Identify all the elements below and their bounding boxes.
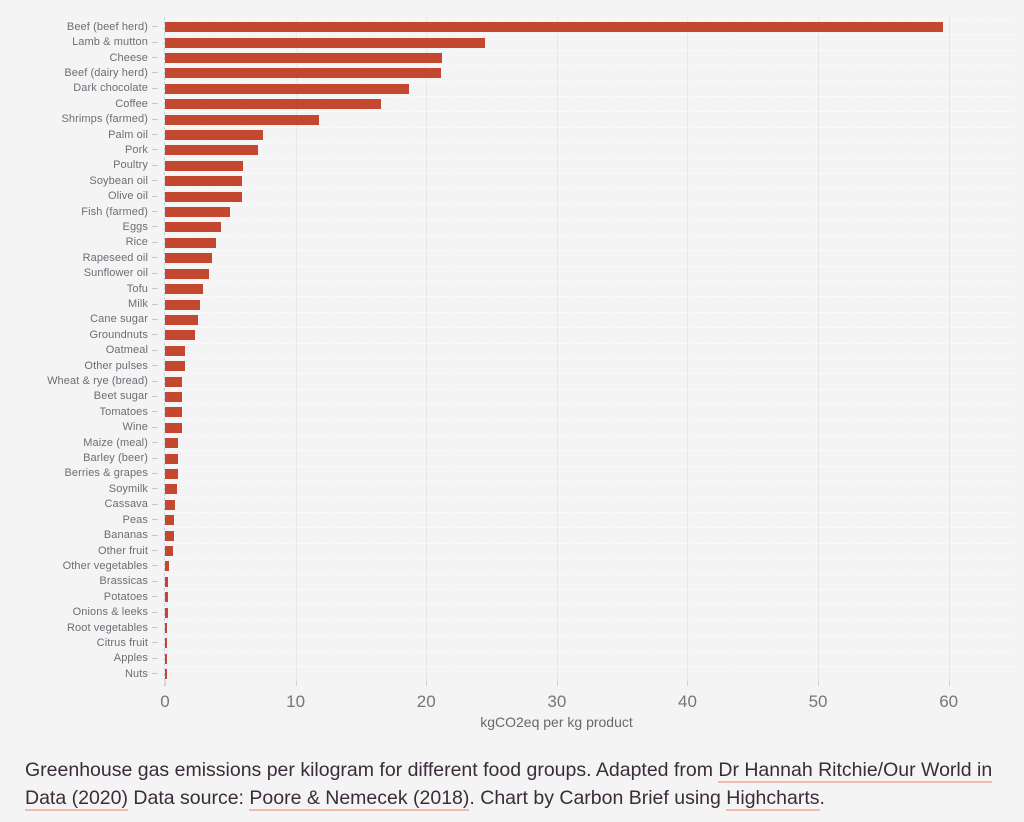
category-label: Other vegetables: [62, 559, 148, 572]
bar-track: [165, 481, 1014, 496]
category-row: [0, 589, 1014, 604]
bar[interactable]: [165, 484, 177, 494]
bar[interactable]: [165, 253, 212, 263]
category-tick-mark: [152, 119, 158, 120]
bar-track: [165, 127, 1014, 142]
category-tick-mark: [152, 535, 158, 536]
category-tick-mark: [152, 612, 158, 613]
bar[interactable]: [165, 423, 182, 433]
category-tick-mark: [152, 365, 158, 366]
category-tick-mark: [152, 196, 158, 197]
category-tick-zone: [148, 134, 165, 135]
category-label: Soymilk: [108, 482, 148, 495]
bar-track: [165, 604, 1014, 619]
category-row: [0, 250, 1014, 265]
category-label: Groundnuts: [89, 328, 148, 341]
bar[interactable]: [165, 561, 169, 571]
bar-track: [165, 435, 1014, 450]
bar[interactable]: [165, 638, 167, 648]
bar[interactable]: [165, 330, 195, 340]
category-tick-mark: [152, 88, 158, 89]
category-label: Rice: [125, 236, 148, 249]
x-axis-tick-label: 20: [416, 692, 436, 711]
bar[interactable]: [165, 222, 221, 232]
category-row: [0, 574, 1014, 589]
category-row: [0, 481, 1014, 496]
bar[interactable]: [165, 592, 168, 602]
caption-link[interactable]: Highcharts: [726, 787, 820, 809]
category-tick-zone: [148, 581, 165, 582]
category-row: [0, 19, 1014, 34]
x-axis-title: kgCO2eq per kg product: [480, 714, 633, 730]
category-row: [0, 651, 1014, 666]
bar-track: [165, 574, 1014, 589]
category-tick-mark: [152, 488, 158, 489]
bar-track: [165, 558, 1014, 573]
category-tick-mark: [152, 581, 158, 582]
category-label: Beef (dairy herd): [64, 66, 148, 79]
category-row: [0, 389, 1014, 404]
x-axis-tick-label: 40: [677, 692, 697, 711]
category-label: Wine: [122, 421, 148, 434]
bar-track: [165, 65, 1014, 80]
bar-track: [165, 158, 1014, 173]
category-tick-zone: [148, 42, 165, 43]
category-row: [0, 312, 1014, 327]
x-axis-tick-label: 60: [939, 692, 959, 711]
category-label: Maize (meal): [83, 436, 148, 449]
bar-track: [165, 111, 1014, 126]
bar-track: [165, 312, 1014, 327]
category-tick-zone: [148, 365, 165, 366]
category-row: [0, 111, 1014, 126]
category-label: Fish (farmed): [81, 205, 148, 218]
bar[interactable]: [165, 238, 216, 248]
bar-track: [165, 358, 1014, 373]
bar[interactable]: [165, 161, 243, 171]
category-tick-mark: [152, 319, 158, 320]
category-tick-zone: [148, 165, 165, 166]
category-row: [0, 466, 1014, 481]
category-label: Palm oil: [108, 128, 148, 141]
category-tick-zone: [148, 211, 165, 212]
bar-track: [165, 96, 1014, 111]
bar-track: [165, 389, 1014, 404]
category-label: Citrus fruit: [96, 636, 148, 649]
bar[interactable]: [165, 377, 182, 387]
bar-track: [165, 527, 1014, 542]
category-label: Bananas: [103, 529, 148, 542]
bar[interactable]: [165, 300, 200, 310]
category-tick-zone: [148, 88, 165, 89]
bar[interactable]: [165, 438, 178, 448]
bar[interactable]: [165, 454, 178, 464]
category-tick-zone: [148, 535, 165, 536]
bar-track: [165, 450, 1014, 465]
category-tick-mark: [152, 334, 158, 335]
category-label: Poultry: [113, 159, 148, 172]
category-tick-zone: [148, 612, 165, 613]
bar[interactable]: [165, 53, 442, 63]
bar-track: [165, 373, 1014, 388]
category-tick-mark: [152, 627, 158, 628]
category-row: [0, 188, 1014, 203]
bar[interactable]: [165, 392, 182, 402]
category-tick-mark: [152, 273, 158, 274]
category-tick-mark: [152, 42, 158, 43]
bar-track: [165, 404, 1014, 419]
category-tick-zone: [148, 149, 165, 150]
category-tick-zone: [148, 196, 165, 197]
category-label: Other pulses: [84, 359, 148, 372]
category-tick-mark: [152, 304, 158, 305]
category-tick-mark: [152, 180, 158, 181]
category-label: Milk: [128, 298, 148, 311]
category-label: Eggs: [122, 220, 148, 233]
category-tick-mark: [152, 149, 158, 150]
category-row: [0, 281, 1014, 296]
caption-text: . Chart by Carbon Brief using: [469, 787, 727, 809]
category-tick-zone: [148, 642, 165, 643]
caption-link[interactable]: Poore & Nemecek (2018): [249, 787, 470, 809]
axis-tick-mark: [165, 681, 166, 686]
bar-track: [165, 50, 1014, 65]
bar[interactable]: [165, 176, 242, 186]
category-tick-zone: [148, 226, 165, 227]
x-axis-labels: [160, 692, 1014, 712]
category-tick-zone: [148, 288, 165, 289]
category-tick-zone: [148, 242, 165, 243]
bar[interactable]: [165, 669, 167, 679]
category-tick-zone: [148, 411, 165, 412]
category-tick-zone: [148, 658, 165, 659]
category-row: [0, 96, 1014, 111]
category-label: Dark chocolate: [73, 82, 148, 95]
category-row: [0, 635, 1014, 650]
category-tick-zone: [148, 334, 165, 335]
axis-tick-mark: [296, 681, 297, 686]
category-row: [0, 373, 1014, 388]
category-row: [0, 296, 1014, 311]
category-tick-zone: [148, 596, 165, 597]
category-tick-mark: [152, 642, 158, 643]
category-label: Tomatoes: [99, 405, 148, 418]
bar-track: [165, 204, 1014, 219]
category-label: Lamb & mutton: [72, 36, 148, 49]
category-tick-mark: [152, 226, 158, 227]
category-tick-zone: [148, 427, 165, 428]
bar-track: [165, 34, 1014, 49]
category-label: Barley (beer): [83, 452, 148, 465]
bar-track: [165, 635, 1014, 650]
category-tick-mark: [152, 565, 158, 566]
bar[interactable]: [165, 269, 209, 279]
category-tick-mark: [152, 134, 158, 135]
category-row: [0, 512, 1014, 527]
bar[interactable]: [165, 99, 381, 109]
category-tick-zone: [148, 627, 165, 628]
category-tick-mark: [152, 504, 158, 505]
category-row: [0, 34, 1014, 49]
category-label: Berries & grapes: [64, 467, 148, 480]
bar-track: [165, 466, 1014, 481]
category-tick-mark: [152, 442, 158, 443]
category-tick-zone: [148, 103, 165, 104]
bar-track: [165, 589, 1014, 604]
category-row: [0, 343, 1014, 358]
category-row: [0, 497, 1014, 512]
category-label: Beet sugar: [93, 390, 148, 403]
bar[interactable]: [165, 207, 230, 217]
axis-tick-mark: [687, 681, 688, 686]
category-row: [0, 142, 1014, 157]
bar-rows: [0, 19, 1014, 681]
axis-tick-mark: [949, 681, 950, 686]
category-row: [0, 358, 1014, 373]
category-row: [0, 450, 1014, 465]
bar-track: [165, 173, 1014, 188]
category-tick-mark: [152, 211, 158, 212]
bar[interactable]: [165, 315, 198, 325]
category-tick-mark: [152, 242, 158, 243]
category-tick-mark: [152, 473, 158, 474]
bar[interactable]: [165, 284, 203, 294]
category-row: [0, 158, 1014, 173]
bar-track: [165, 19, 1014, 34]
bar[interactable]: [165, 145, 258, 155]
category-label: Cassava: [104, 498, 148, 511]
category-tick-zone: [148, 72, 165, 73]
category-label: Beef (beef herd): [66, 20, 148, 33]
bar[interactable]: [165, 608, 168, 618]
caption-text: Data source:: [127, 787, 250, 809]
caption-text: .: [819, 787, 825, 809]
category-label: Other fruit: [97, 544, 148, 557]
category-label: Apples: [113, 652, 148, 665]
category-tick-zone: [148, 304, 165, 305]
bar-track: [165, 343, 1014, 358]
bar-track: [165, 497, 1014, 512]
category-label: Oatmeal: [105, 344, 148, 357]
category-tick-zone: [148, 57, 165, 58]
category-label: Olive oil: [107, 190, 148, 203]
category-tick-mark: [152, 658, 158, 659]
bar[interactable]: [165, 38, 485, 48]
category-row: [0, 527, 1014, 542]
category-row: [0, 173, 1014, 188]
bar[interactable]: [165, 130, 263, 140]
bar[interactable]: [165, 346, 185, 356]
category-tick-zone: [148, 119, 165, 120]
bar-track: [165, 81, 1014, 96]
category-tick-zone: [148, 504, 165, 505]
bar-track: [165, 266, 1014, 281]
bar[interactable]: [165, 192, 242, 202]
x-axis-ticks: [165, 681, 1014, 686]
category-row: [0, 604, 1014, 619]
bar-track: [165, 543, 1014, 558]
bar[interactable]: [165, 469, 178, 479]
category-tick-zone: [148, 350, 165, 351]
category-row: [0, 81, 1014, 96]
bar-track: [165, 219, 1014, 234]
bar[interactable]: [165, 68, 441, 78]
category-tick-zone: [148, 396, 165, 397]
bar[interactable]: [165, 115, 319, 125]
category-tick-zone: [148, 26, 165, 27]
category-row: [0, 404, 1014, 419]
category-tick-mark: [152, 411, 158, 412]
category-tick-zone: [148, 273, 165, 274]
caption: [25, 756, 1017, 812]
bar-track: [165, 651, 1014, 666]
category-tick-mark: [152, 57, 158, 58]
category-tick-mark: [152, 519, 158, 520]
category-label: Sunflower oil: [83, 267, 148, 280]
bar-track: [165, 420, 1014, 435]
category-tick-mark: [152, 288, 158, 289]
bar[interactable]: [165, 531, 174, 541]
category-tick-zone: [148, 565, 165, 566]
category-tick-zone: [148, 257, 165, 258]
category-tick-zone: [148, 519, 165, 520]
bar[interactable]: [165, 577, 168, 587]
category-row: [0, 204, 1014, 219]
category-tick-mark: [152, 396, 158, 397]
bar-track: [165, 296, 1014, 311]
x-axis-tick-label: 50: [808, 692, 828, 711]
bar[interactable]: [165, 546, 173, 556]
bar[interactable]: [165, 515, 174, 525]
category-tick-mark: [152, 596, 158, 597]
bar-track: [165, 620, 1014, 635]
category-label: Rapeseed oil: [82, 251, 148, 264]
category-row: [0, 65, 1014, 80]
bar-track: [165, 235, 1014, 250]
category-row: [0, 50, 1014, 65]
category-tick-zone: [148, 180, 165, 181]
category-row: [0, 420, 1014, 435]
axis-tick-mark: [557, 681, 558, 686]
category-tick-mark: [152, 257, 158, 258]
category-label: Brassicas: [99, 575, 148, 588]
category-tick-zone: [148, 673, 165, 674]
category-tick-zone: [148, 381, 165, 382]
category-row: [0, 266, 1014, 281]
category-tick-mark: [152, 72, 158, 73]
category-label: Cane sugar: [90, 313, 148, 326]
bar-track: [165, 188, 1014, 203]
category-row: [0, 558, 1014, 573]
category-label: Cheese: [109, 51, 148, 64]
bar[interactable]: [165, 407, 182, 417]
category-label: Root vegetables: [67, 621, 148, 634]
category-tick-zone: [148, 488, 165, 489]
category-tick-mark: [152, 427, 158, 428]
category-row: [0, 543, 1014, 558]
bar-track: [165, 666, 1014, 681]
category-tick-zone: [148, 458, 165, 459]
category-tick-mark: [152, 26, 158, 27]
category-tick-mark: [152, 673, 158, 674]
category-label: Pork: [124, 143, 148, 156]
category-row: [0, 620, 1014, 635]
category-label: Tofu: [126, 282, 148, 295]
category-tick-zone: [148, 550, 165, 551]
category-label: Potatoes: [103, 590, 148, 603]
axis-tick-mark: [818, 681, 819, 686]
category-row: [0, 435, 1014, 450]
bar[interactable]: [165, 623, 167, 633]
category-row: [0, 127, 1014, 142]
category-tick-mark: [152, 550, 158, 551]
category-row: [0, 327, 1014, 342]
category-label: Soybean oil: [89, 174, 148, 187]
bar[interactable]: [165, 500, 175, 510]
category-tick-mark: [152, 103, 158, 104]
category-tick-mark: [152, 458, 158, 459]
category-tick-zone: [148, 442, 165, 443]
x-axis-tick-label: 10: [286, 692, 306, 711]
caption-text: Greenhouse gas emissions per kilogram for different food groups. Adapted from: [25, 759, 719, 781]
category-row: [0, 666, 1014, 681]
bar-track: [165, 281, 1014, 296]
category-label: Peas: [122, 513, 148, 526]
category-label: Shrimps (farmed): [61, 113, 148, 126]
axis-tick-mark: [426, 681, 427, 686]
category-row: [0, 235, 1014, 250]
category-tick-mark: [152, 350, 158, 351]
bar-track: [165, 327, 1014, 342]
category-tick-mark: [152, 381, 158, 382]
bar-track: [165, 250, 1014, 265]
bar[interactable]: [165, 22, 943, 32]
bar-track: [165, 142, 1014, 157]
category-label: Nuts: [124, 667, 148, 680]
caption-link[interactable]: Dr Hannah Ritchie/Our World in Data (2020): [25, 759, 993, 809]
bar-track: [165, 512, 1014, 527]
bar[interactable]: [165, 654, 167, 664]
category-label: Onions & leeks: [72, 606, 148, 619]
bar[interactable]: [165, 84, 409, 94]
category-tick-zone: [148, 319, 165, 320]
category-label: Wheat & rye (bread): [47, 375, 148, 388]
category-tick-zone: [148, 473, 165, 474]
category-label: Coffee: [115, 97, 148, 110]
x-axis-tick-label: 30: [547, 692, 567, 711]
category-tick-mark: [152, 165, 158, 166]
x-axis-tick-label: 0: [160, 692, 170, 711]
category-row: [0, 219, 1014, 234]
bar[interactable]: [165, 361, 185, 371]
